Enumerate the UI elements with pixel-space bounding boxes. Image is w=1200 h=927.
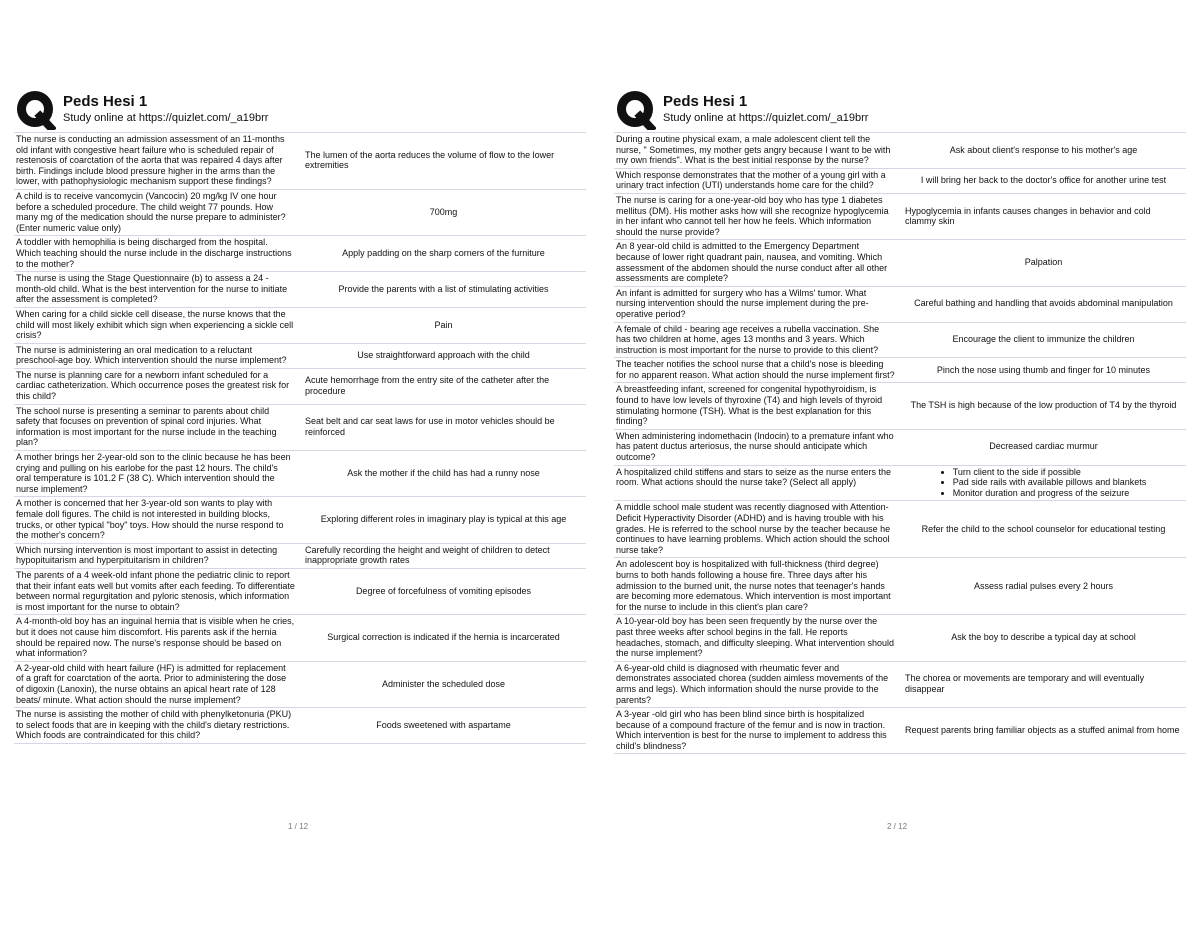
answer-text: Provide the parents with a list of stimulating activities [338, 283, 549, 294]
question-text: The nurse is caring for a one-year-old boy who has type 1 diabetes mellitus (DM). His mother asks how will she recognize hypoglycemia in her infant who cannot tell her how he feels. Which information should the nurse provide? [616, 194, 889, 237]
question-text: The nurse is using the Stage Questionnaire (b) to assess a 24 - month-old child. What is the best intervention for the nurse to initiate after the assessment is completed? [16, 273, 288, 305]
flashcard-row [614, 383, 1186, 429]
answer-text: Pinch the nose using thumb and finger for 10 minutes [936, 364, 1151, 375]
question-text: Which nursing intervention is most important to assist in detecting hypopituitarism and hyperpituitarism in children? [16, 544, 278, 566]
flashcard-row [614, 240, 1186, 286]
flashcard-row [614, 558, 1186, 615]
page-1 [14, 88, 586, 744]
answer-text: Palpation [1024, 257, 1063, 268]
flashcard-row [14, 708, 586, 744]
flashcard-row [614, 358, 1186, 383]
question-text: A 10-year-old boy has been seen frequently by the nurse over the past three weeks after school begins in the fall. He reports headaches, stomach, and difficulty sleeping. What intervention should the nurse implement? [616, 616, 895, 659]
answer-text: I will bring her back to the doctor's office for another urine test [920, 175, 1167, 186]
question-text: The teacher notifies the school nurse that a child's nose is bleeding for no apparent reason. What action should the nurse implement first? [616, 359, 895, 380]
answer-list [941, 467, 1147, 499]
flashcard-row [614, 194, 1186, 240]
flashcard-row [614, 615, 1186, 661]
page-header [14, 88, 586, 132]
quizlet-logo-icon [16, 90, 56, 130]
answer-text: The lumen of the aorta reduces the volume of flow to the lower extremities [305, 149, 555, 171]
question-text: A mother brings her 2-year-old son to the clinic because he has been crying and pulling on his earlobe for the past 12 hours. The child's oral temperature is 101.2 F (38 C). Which intervention should the nurse implement? [16, 452, 291, 494]
flashcard-row [614, 430, 1186, 466]
flashcard-row [614, 466, 1186, 502]
page-title: Peds Hesi 1 [63, 93, 148, 110]
flashcard-row [14, 405, 586, 451]
question-text: The nurse is planning care for a newborn infant scheduled for a cardiac catheterization. Which occurrence poses the greatest risk for this child? [16, 369, 290, 402]
flashcard-row [14, 133, 586, 190]
flashcard-row [14, 190, 586, 236]
flashcard-row [14, 451, 586, 497]
question-text: The school nurse is presenting a seminar to parents about child safety that focuses on prevention of spinal cord injuries. What information is most important for the nurse include in the teaching plan? [16, 405, 277, 448]
question-text: An infant is admitted for surgery who has a Wilms' tumor. What nursing intervention should the nurse implement during the pre-operative period? [616, 287, 869, 319]
page-number: 2 / 12 [887, 822, 908, 831]
flashcard-row [14, 544, 586, 569]
card-list [14, 132, 586, 744]
flashcard-row [614, 323, 1186, 359]
flashcard-row [14, 272, 586, 308]
question-text: A female of child - bearing age receives a rubella vaccination. She has two children at home, ages 13 months and 3 years. Which instruction is most important for the nurse to provide to this client? [616, 323, 880, 355]
page-subtitle: Study online at https://quizlet.com/_a19brr [663, 112, 869, 124]
flashcard-row [614, 708, 1186, 754]
question-text: During a routine physical exam, a male adolescent client tell the nurse, " Sometimes, my mother gets angry because I want to be with my own friends". What is the best initial response by the nurse? [616, 134, 891, 166]
answer-text: The chorea or movements are temporary and will eventually disappear [905, 673, 1145, 694]
question-text: The nurse is administering an oral medication to a reluctant preschool-age boy. Which intervention should the nurse implement? [16, 344, 287, 366]
answer-text: Carefully recording the height and weight of children to detect inappropriate growth rates [305, 544, 550, 566]
answer-text: 700mg [429, 206, 458, 217]
answer-text: Ask the boy to describe a typical day at school [951, 632, 1136, 643]
answer-text: Use straightforward approach with the child [357, 349, 530, 360]
flashcard-row [14, 569, 586, 615]
flashcard-row [614, 133, 1186, 169]
answer-text: Surgical correction is indicated if the hernia is incarcerated [327, 632, 560, 643]
flashcard-row [614, 287, 1186, 323]
answer-text: Seat belt and car seat laws for use in motor vehicles should be reinforced [305, 416, 555, 437]
answer-text: Ask about client's response to his mother's age [949, 144, 1138, 155]
answer-text: Apply padding on the sharp corners of the furniture [342, 247, 545, 258]
page-number: 1 / 12 [288, 822, 309, 831]
question-text: A middle school male student was recently diagnosed with Attention-Deficit Hyperactivity Disorder (ADHD) and is having trouble with his grades. He is referred to the school nurse by the teacher because he continues to have learning problems. Which action should the school nurse take? [616, 502, 891, 555]
answer-text: Foods sweetened with aspartame [376, 719, 511, 730]
question-text: A hospitalized child stiffens and stars to seize as the nurse enters the room. What actions should the nurse take? (Select all apply) [616, 466, 891, 488]
question-text: A 2-year-old child with heart failure (HF) is admitted for replacement of a graft for coarctation of the aorta. Prior to administering the dose of digoxin (Lanoxin), the nurse obtains an apical heart rate of 128 beats/ minute. What action should the nurse implement? [16, 662, 287, 705]
answer-text: Degree of forcefulness of vomiting episodes [355, 585, 532, 596]
answer-list-item: • Monitor duration and progress of the seizure [953, 488, 1147, 499]
question-text: The parents of a 4 week-old infant phone the pediatric clinic to report that their infant eats well but vomits after each feeding. To differentiate between normal regurgitation and pyloric stenosis, which information is most important for the nurse to obtain? [16, 569, 295, 612]
answer-text: Administer the scheduled dose [381, 678, 506, 689]
question-text: A 4-month-old boy has an inguinal hernia that is visible when he cries, but it does not cause him discomfort. His parents ask if the hernia should be repaired now. The nurse's response should be based on what information? [16, 616, 295, 659]
question-text: Which response demonstrates that the mother of a young girl with a urinary tract infection (UTI) understands home care for the child? [616, 169, 886, 191]
answer-text: Acute hemorrhage from the entry site of the catheter after the procedure [305, 375, 550, 396]
question-text: A 3-year -old girl who has been blind since birth is hospitalized because of a compound fracture of the femur and is now in traction. Which intervention is best for the nurse to implement to address this child's blindness? [616, 709, 887, 751]
question-text: A toddler with hemophilia is being discharged from the hospital. Which teaching should the nurse include in the discharge instructions to the mother? [16, 237, 292, 269]
flashcard-row [14, 308, 586, 344]
flashcard-row [14, 615, 586, 661]
question-text: The nurse is conducting an admission assessment of an 11-months old infant with congestive heart failure who is scheduled repair of restenosis of coarctation of the aorta that was repaired 4 days after birth. Findings include blood pressure higher in the arms than the lower, with pathophysiologic mechanism support these findings? [16, 134, 285, 187]
card-list [614, 132, 1186, 754]
flashcard-row [14, 344, 586, 369]
answer-text: Pain [434, 319, 453, 330]
question-text: A breastfeeding infant, screened for congenital hypothyroidism, is found to have low levels of thyroxine (T4) and high levels of thyroid stimulating hormone (TSH). What is the best explanation for this finding? [616, 384, 883, 427]
answer-text: The TSH is high because of the low production of T4 by the thyroid [910, 400, 1177, 411]
page-2 [614, 88, 1186, 754]
answer-list-item: • Pad side rails with available pillows and blankets [953, 477, 1147, 488]
flashcard-row [614, 662, 1186, 708]
answer-list-item: • Turn client to the side if possible [953, 467, 1147, 478]
flashcard-row [614, 501, 1186, 558]
page-title: Peds Hesi 1 [663, 93, 748, 110]
answer-text: Decreased cardiac murmur [989, 441, 1098, 452]
answer-text: Refer the child to the school counselor for educational testing [921, 523, 1166, 534]
flashcard-row [14, 236, 586, 272]
question-text: A mother is concerned that her 3-year-old son wants to play with female doll figures. The child is not interested in building blocks, trucks, or other typical "boy" toys. How should the nurse respond to the mother's concern? [16, 498, 284, 541]
page-header [614, 88, 1186, 132]
flashcard-row [14, 662, 586, 708]
flashcard-row [14, 497, 586, 543]
answer-text [899, 466, 1186, 501]
flashcard-row [14, 369, 586, 405]
flashcard-row [614, 169, 1186, 194]
question-text: A child is to receive vancomycin (Vancocin) 20 mg/kg IV one hour before a scheduled procedure. The child weight 77 pounds. How many mg of the medication should the nurse prepare to administer? (Enter numeric value only) [16, 190, 286, 233]
answer-text: Request parents bring familiar objects as a stuffed animal from home [905, 724, 1180, 735]
question-text: An adolescent boy is hospitalized with full-thickness (third degree) burns to both hands following a house fire. Three days after his admission to the burned unit, the nurse notes that teenager's hands are becoming more edematous. Which intervention is most important for the nurse to include in this client's plan care? [616, 559, 891, 612]
question-text: The nurse is assisting the mother of child with phenylketonuria (PKU) to select foods that are in keeping with the child's dietary restrictions. Which foods are contraindicated for this child? [16, 709, 292, 741]
answer-text: Ask the mother if the child has had a runny nose [347, 467, 540, 478]
answer-text: Careful bathing and handling that avoids abdominal manipulation [914, 298, 1173, 309]
question-text: When caring for a child sickle cell disease, the nurse knows that the child will most likely exhibit which sign when experiencing a sickle cell crisis? [16, 308, 294, 341]
question-text: An 8 year-old child is admitted to the Emergency Department because of lower right quadrant pain, nausea, and vomiting. Which assessment of the abdomen should the nurse conduct after all other assessments are complete? [616, 241, 888, 284]
page-subtitle: Study online at https://quizlet.com/_a19brr [63, 112, 269, 124]
question-text: When administering indomethacin (Indocin) to a premature infant who has patent ductus arteriosus, the nurse should anticipate which outcome? [616, 430, 894, 463]
answer-text: Assess radial pulses every 2 hours [973, 580, 1114, 591]
answer-text: Encourage the client to immunize the children [952, 334, 1135, 345]
answer-text: Exploring different roles in imaginary play is typical at this age [320, 514, 567, 525]
quizlet-logo-icon [616, 90, 656, 130]
question-text: A 6-year-old child is diagnosed with rheumatic fever and demonstrates associated chorea (sudden aimless movements of the arms and legs). Which information should the nurse provide to the parents? [616, 662, 889, 705]
answer-text: Hypoglycemia in infants causes changes in behavior and cold clammy skin [905, 205, 1151, 227]
